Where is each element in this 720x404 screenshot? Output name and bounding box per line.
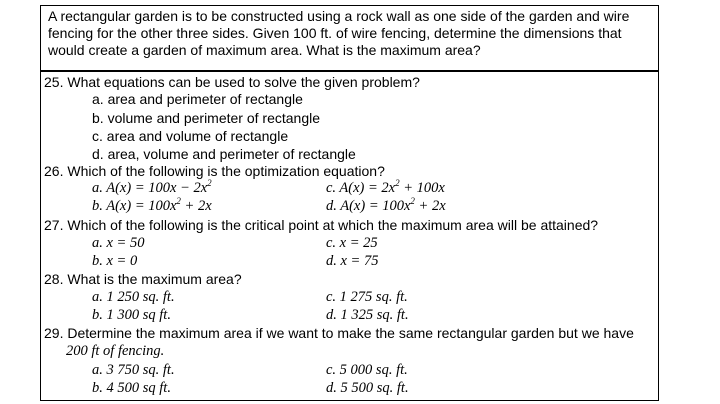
problem-statement-box xyxy=(40,5,659,72)
q26-option-a: a. $A(x) = 100x - 2x^2$ xyxy=(92,178,212,196)
q29-stem-line-2: 200 ft of fencing. xyxy=(66,343,165,359)
q25-option-b: b. volume and perimeter of rectangle xyxy=(92,110,321,126)
q27-option-c: c. x = 25 xyxy=(326,235,378,251)
q28-option-a: a. 1 250 sq. ft. xyxy=(92,289,175,305)
q26-option-d: d. $A(x) = 100x^2 + 2x$ xyxy=(326,196,446,214)
q29-option-b: b. 4 500 sq ft. xyxy=(92,380,171,396)
q26-option-c: c. $A(x) = 2x^2 + 100x$ xyxy=(326,178,445,196)
q29-stem-line-1: 29. Determine the maximum area if we want to make the same rectangular garden but we have xyxy=(44,325,634,341)
problem-line-2: fencing for the other three sides. Given 100 ft. of wire fencing, determine the dimensions that xyxy=(48,25,622,41)
q26-option-b: b. $A(x) = 100x^2 + 2x$ xyxy=(92,196,212,214)
q29-option-a: a. 3 750 sq. ft. xyxy=(92,362,175,378)
q25-option-c: c. area and volume of rectangle xyxy=(92,128,289,144)
q25-option-a: a. area and perimeter of rectangle xyxy=(92,91,303,107)
problem-line-3: would create a garden of maximum area. What is the maximum area? xyxy=(48,42,481,58)
problem-line-1: A rectangular garden is to be constructed using a rock wall as one side of the garden and wire xyxy=(48,8,630,24)
q25-stem: 25. What equations can be used to solve the given problem? xyxy=(44,74,420,90)
q28-stem: 28. What is the maximum area? xyxy=(44,271,242,287)
q29-option-c: c. 5 000 sq. ft. xyxy=(326,362,408,378)
q28-option-c: c. 1 275 sq. ft. xyxy=(326,289,408,305)
q27-option-d: d. x = 75 xyxy=(326,253,379,269)
q28-option-b: b. 1 300 sq ft. xyxy=(92,307,171,323)
q29-option-d: d. 5 500 sq. ft. xyxy=(326,380,409,396)
q28-option-d: d. 1 325 sq. ft. xyxy=(326,307,409,323)
q26-stem: 26. Which of the following is the optimization equation? xyxy=(44,163,385,179)
q27-option-a: a. x = 50 xyxy=(92,235,145,251)
q25-option-d: d. area, volume and perimeter of rectangle xyxy=(92,146,356,162)
q27-option-b: b. x = 0 xyxy=(92,253,138,269)
q27-stem: 27. Which of the following is the critical point at which the maximum area will be attained? xyxy=(44,217,599,233)
